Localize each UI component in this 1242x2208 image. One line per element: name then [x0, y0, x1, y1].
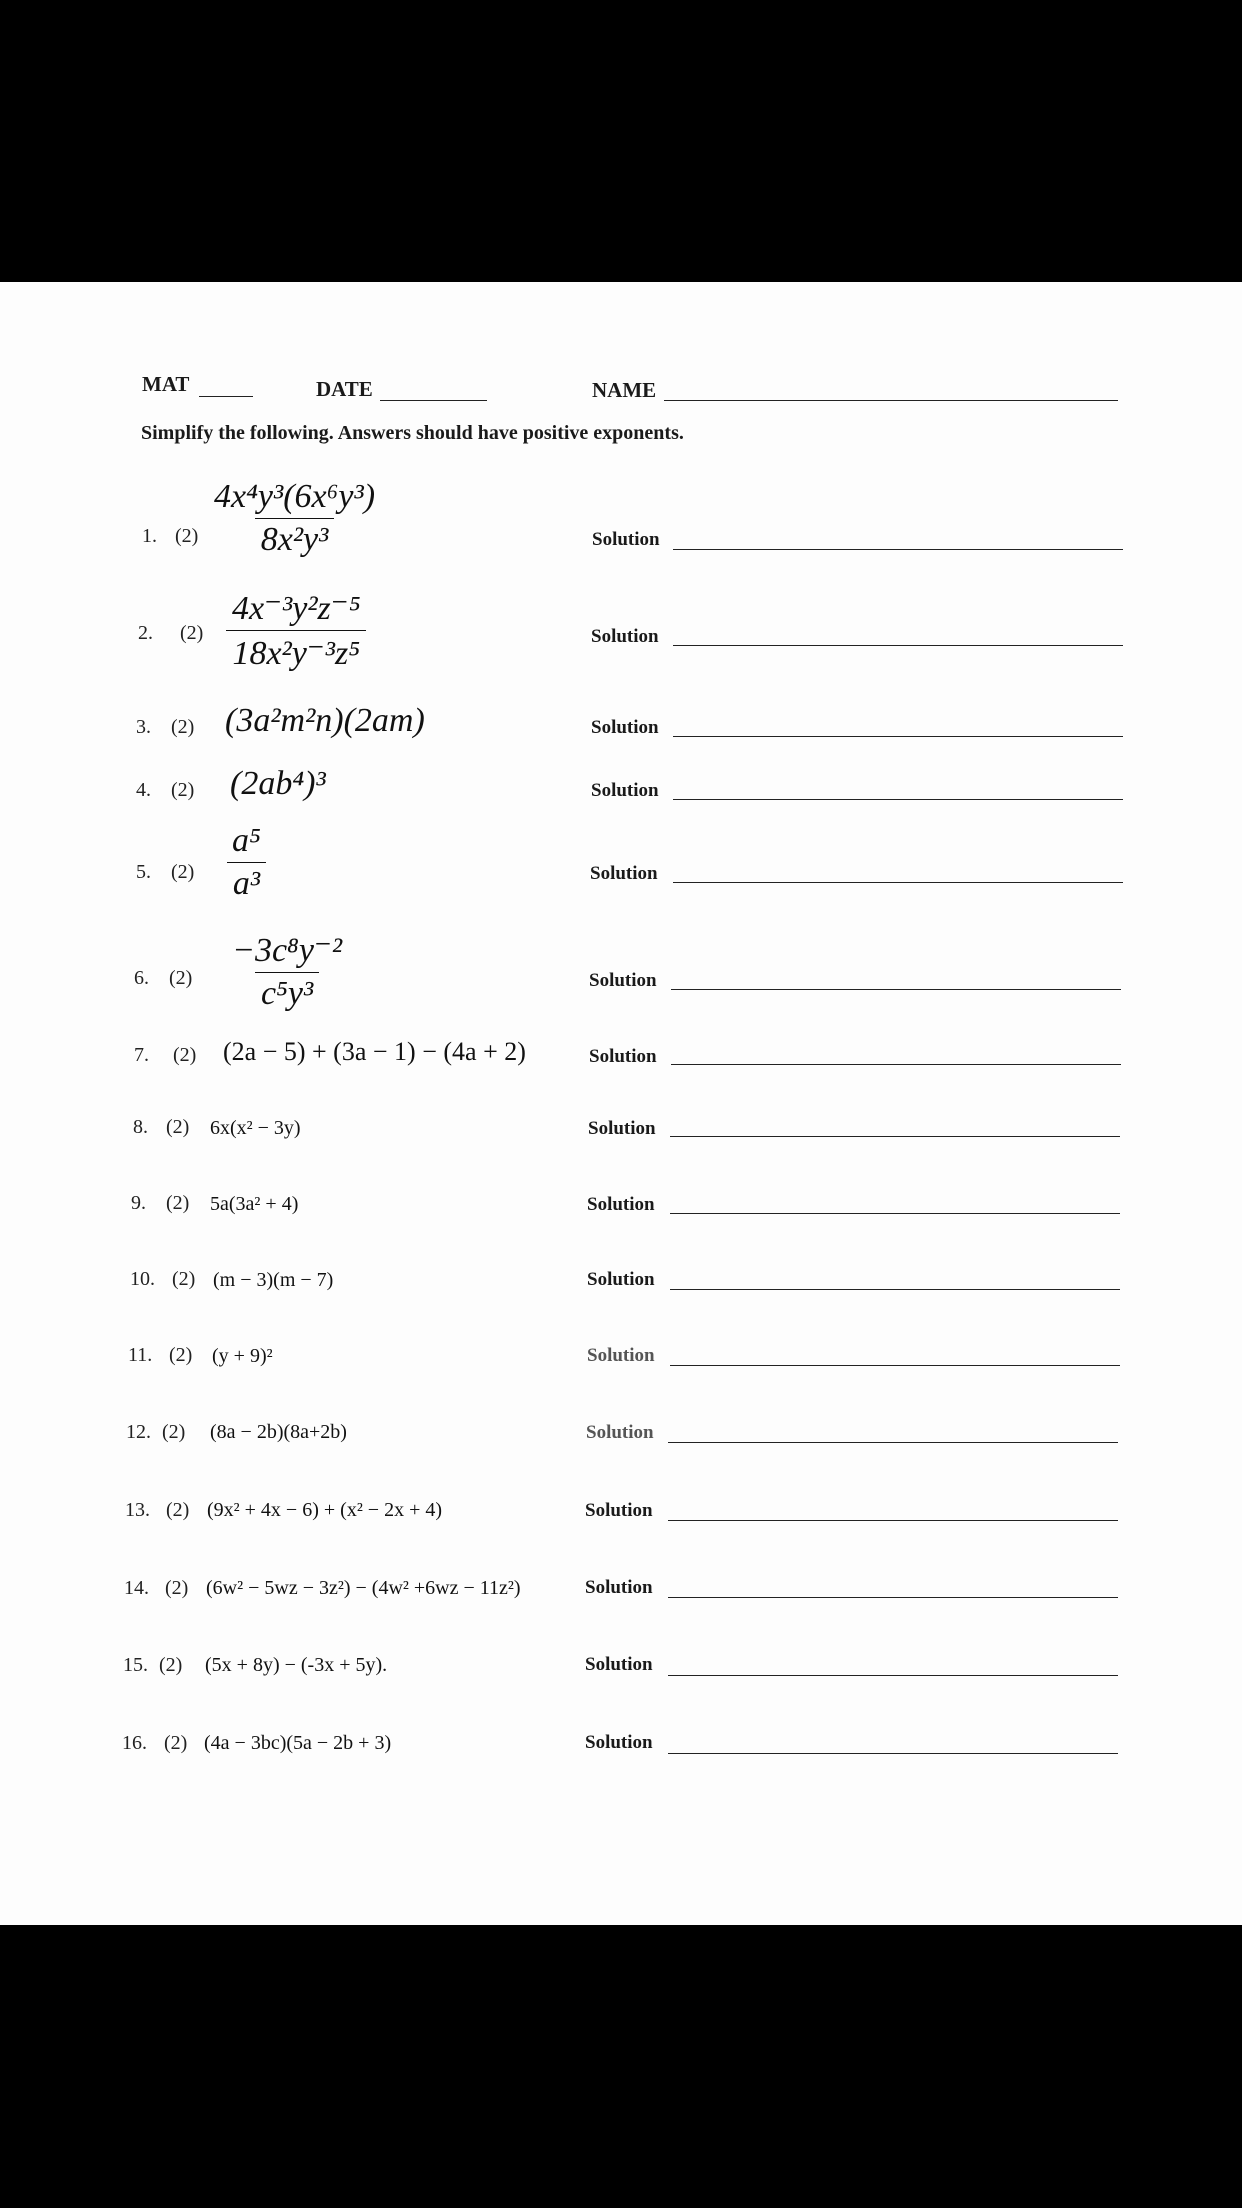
solution-answer-line[interactable] [673, 882, 1123, 883]
name-label: NAME [592, 378, 657, 402]
solution-label: Solution [586, 1422, 654, 1443]
problem-points: (2) [164, 1732, 188, 1754]
problem-number: 7. [134, 1044, 149, 1066]
problem-points: (2) [175, 525, 199, 547]
solution-answer-line[interactable] [673, 549, 1123, 550]
problem-points: (2) [173, 1044, 197, 1066]
problem-points: (2) [171, 779, 195, 801]
solution-answer-line[interactable] [673, 799, 1123, 800]
problem-expression: 5a(3a² + 4) [210, 1193, 299, 1215]
numerator: 4x⁻³y²z⁻⁵ [232, 590, 361, 627]
solution-label: Solution [585, 1732, 653, 1753]
problem-number: 13. [125, 1499, 150, 1521]
solution-label: Solution [589, 970, 657, 991]
problem-number: 6. [134, 967, 149, 989]
problem-points: (2) [162, 1421, 186, 1443]
solution-answer-line[interactable] [673, 736, 1123, 737]
problem-points: (2) [171, 716, 195, 738]
problem-expression: (4a − 3bc)(5a − 2b + 3) [204, 1732, 392, 1754]
worksheet-page [0, 282, 1242, 1925]
solution-answer-line[interactable] [670, 1213, 1120, 1214]
problem-points: (2) [159, 1654, 183, 1676]
solution-label: Solution [585, 1500, 653, 1521]
denominator: 18x²y⁻³z⁵ [226, 630, 366, 673]
denominator: c⁵y³ [255, 972, 319, 1013]
solution-label: Solution [587, 1194, 655, 1215]
problem-expression [226, 588, 367, 673]
date-field[interactable] [380, 400, 487, 401]
problem-expression: (2ab⁴)³ [230, 765, 326, 802]
solution-label: Solution [587, 1269, 655, 1290]
problem-number: 4. [136, 779, 151, 801]
problem-points: (2) [166, 1192, 190, 1214]
solution-answer-line[interactable] [670, 1289, 1120, 1290]
solution-label: Solution [587, 1345, 655, 1366]
problem-points: (2) [169, 1344, 193, 1366]
problem-number: 11. [128, 1344, 153, 1366]
denominator: a³ [227, 862, 266, 903]
solution-answer-line[interactable] [668, 1520, 1118, 1521]
problem-expression [226, 930, 348, 1013]
solution-label: Solution [591, 780, 659, 801]
solution-label: Solution [585, 1577, 653, 1598]
solution-label: Solution [591, 717, 659, 738]
solution-answer-line[interactable] [670, 1365, 1120, 1366]
problem-number: 9. [131, 1192, 146, 1214]
numerator: 4x⁴y³(6x⁶y³) [214, 478, 376, 515]
solution-answer-line[interactable] [670, 1136, 1120, 1137]
course-label: MAT [142, 372, 190, 396]
solution-label: Solution [585, 1654, 653, 1675]
solution-answer-line[interactable] [671, 1064, 1121, 1065]
problem-expression: (5x + 8y) − (-3x + 5y). [205, 1654, 388, 1676]
solution-label: Solution [592, 529, 660, 550]
numerator: a⁵ [232, 822, 261, 859]
denominator: 8x²y³ [255, 518, 335, 559]
solution-label: Solution [591, 626, 659, 647]
problem-expression: (8a − 2b)(8a+2b) [210, 1421, 347, 1443]
solution-label: Solution [589, 1046, 657, 1067]
solution-answer-line[interactable] [673, 645, 1123, 646]
problem-expression [208, 478, 381, 559]
instructions: Simplify the following. Answers should have positive exponents. [141, 422, 684, 444]
name-field[interactable] [664, 400, 1118, 401]
solution-answer-line[interactable] [668, 1442, 1118, 1443]
problem-number: 2. [138, 622, 153, 644]
problem-points: (2) [169, 967, 193, 989]
problem-expression: 6x(x² − 3y) [210, 1117, 301, 1139]
problem-number: 10. [130, 1268, 155, 1290]
problem-number: 14. [124, 1577, 149, 1599]
problem-points: (2) [172, 1268, 196, 1290]
problem-expression: (3a²m²n)(2am) [225, 702, 425, 739]
problem-number: 12. [126, 1421, 151, 1443]
problem-number: 5. [136, 861, 151, 883]
solution-answer-line[interactable] [668, 1597, 1118, 1598]
problem-expression: (m − 3)(m − 7) [213, 1269, 334, 1291]
problem-points: (2) [166, 1116, 190, 1138]
solution-answer-line[interactable] [668, 1675, 1118, 1676]
problem-number: 16. [122, 1732, 147, 1754]
numerator: −3c⁸y⁻² [232, 932, 343, 969]
problem-points: (2) [171, 861, 195, 883]
solution-label: Solution [588, 1118, 656, 1139]
problem-points: (2) [165, 1577, 189, 1599]
solution-label: Solution [590, 863, 658, 884]
problem-number: 15. [123, 1654, 148, 1676]
problem-expression: (y + 9)² [212, 1345, 273, 1367]
problem-number: 1. [142, 525, 157, 547]
date-label: DATE [316, 377, 373, 401]
course-field[interactable] [199, 396, 253, 397]
problem-number: 3. [136, 716, 151, 738]
problem-number: 8. [133, 1116, 148, 1138]
problem-expression: (2a − 5) + (3a − 1) − (4a + 2) [223, 1037, 526, 1066]
problem-expression: (6w² − 5wz − 3z²) − (4w² +6wz − 11z²) [206, 1577, 521, 1599]
problem-expression [226, 822, 267, 903]
problem-expression: (9x² + 4x − 6) + (x² − 2x + 4) [207, 1499, 443, 1521]
solution-answer-line[interactable] [668, 1753, 1118, 1754]
problem-points: (2) [180, 622, 204, 644]
solution-answer-line[interactable] [671, 989, 1121, 990]
problem-points: (2) [166, 1499, 190, 1521]
